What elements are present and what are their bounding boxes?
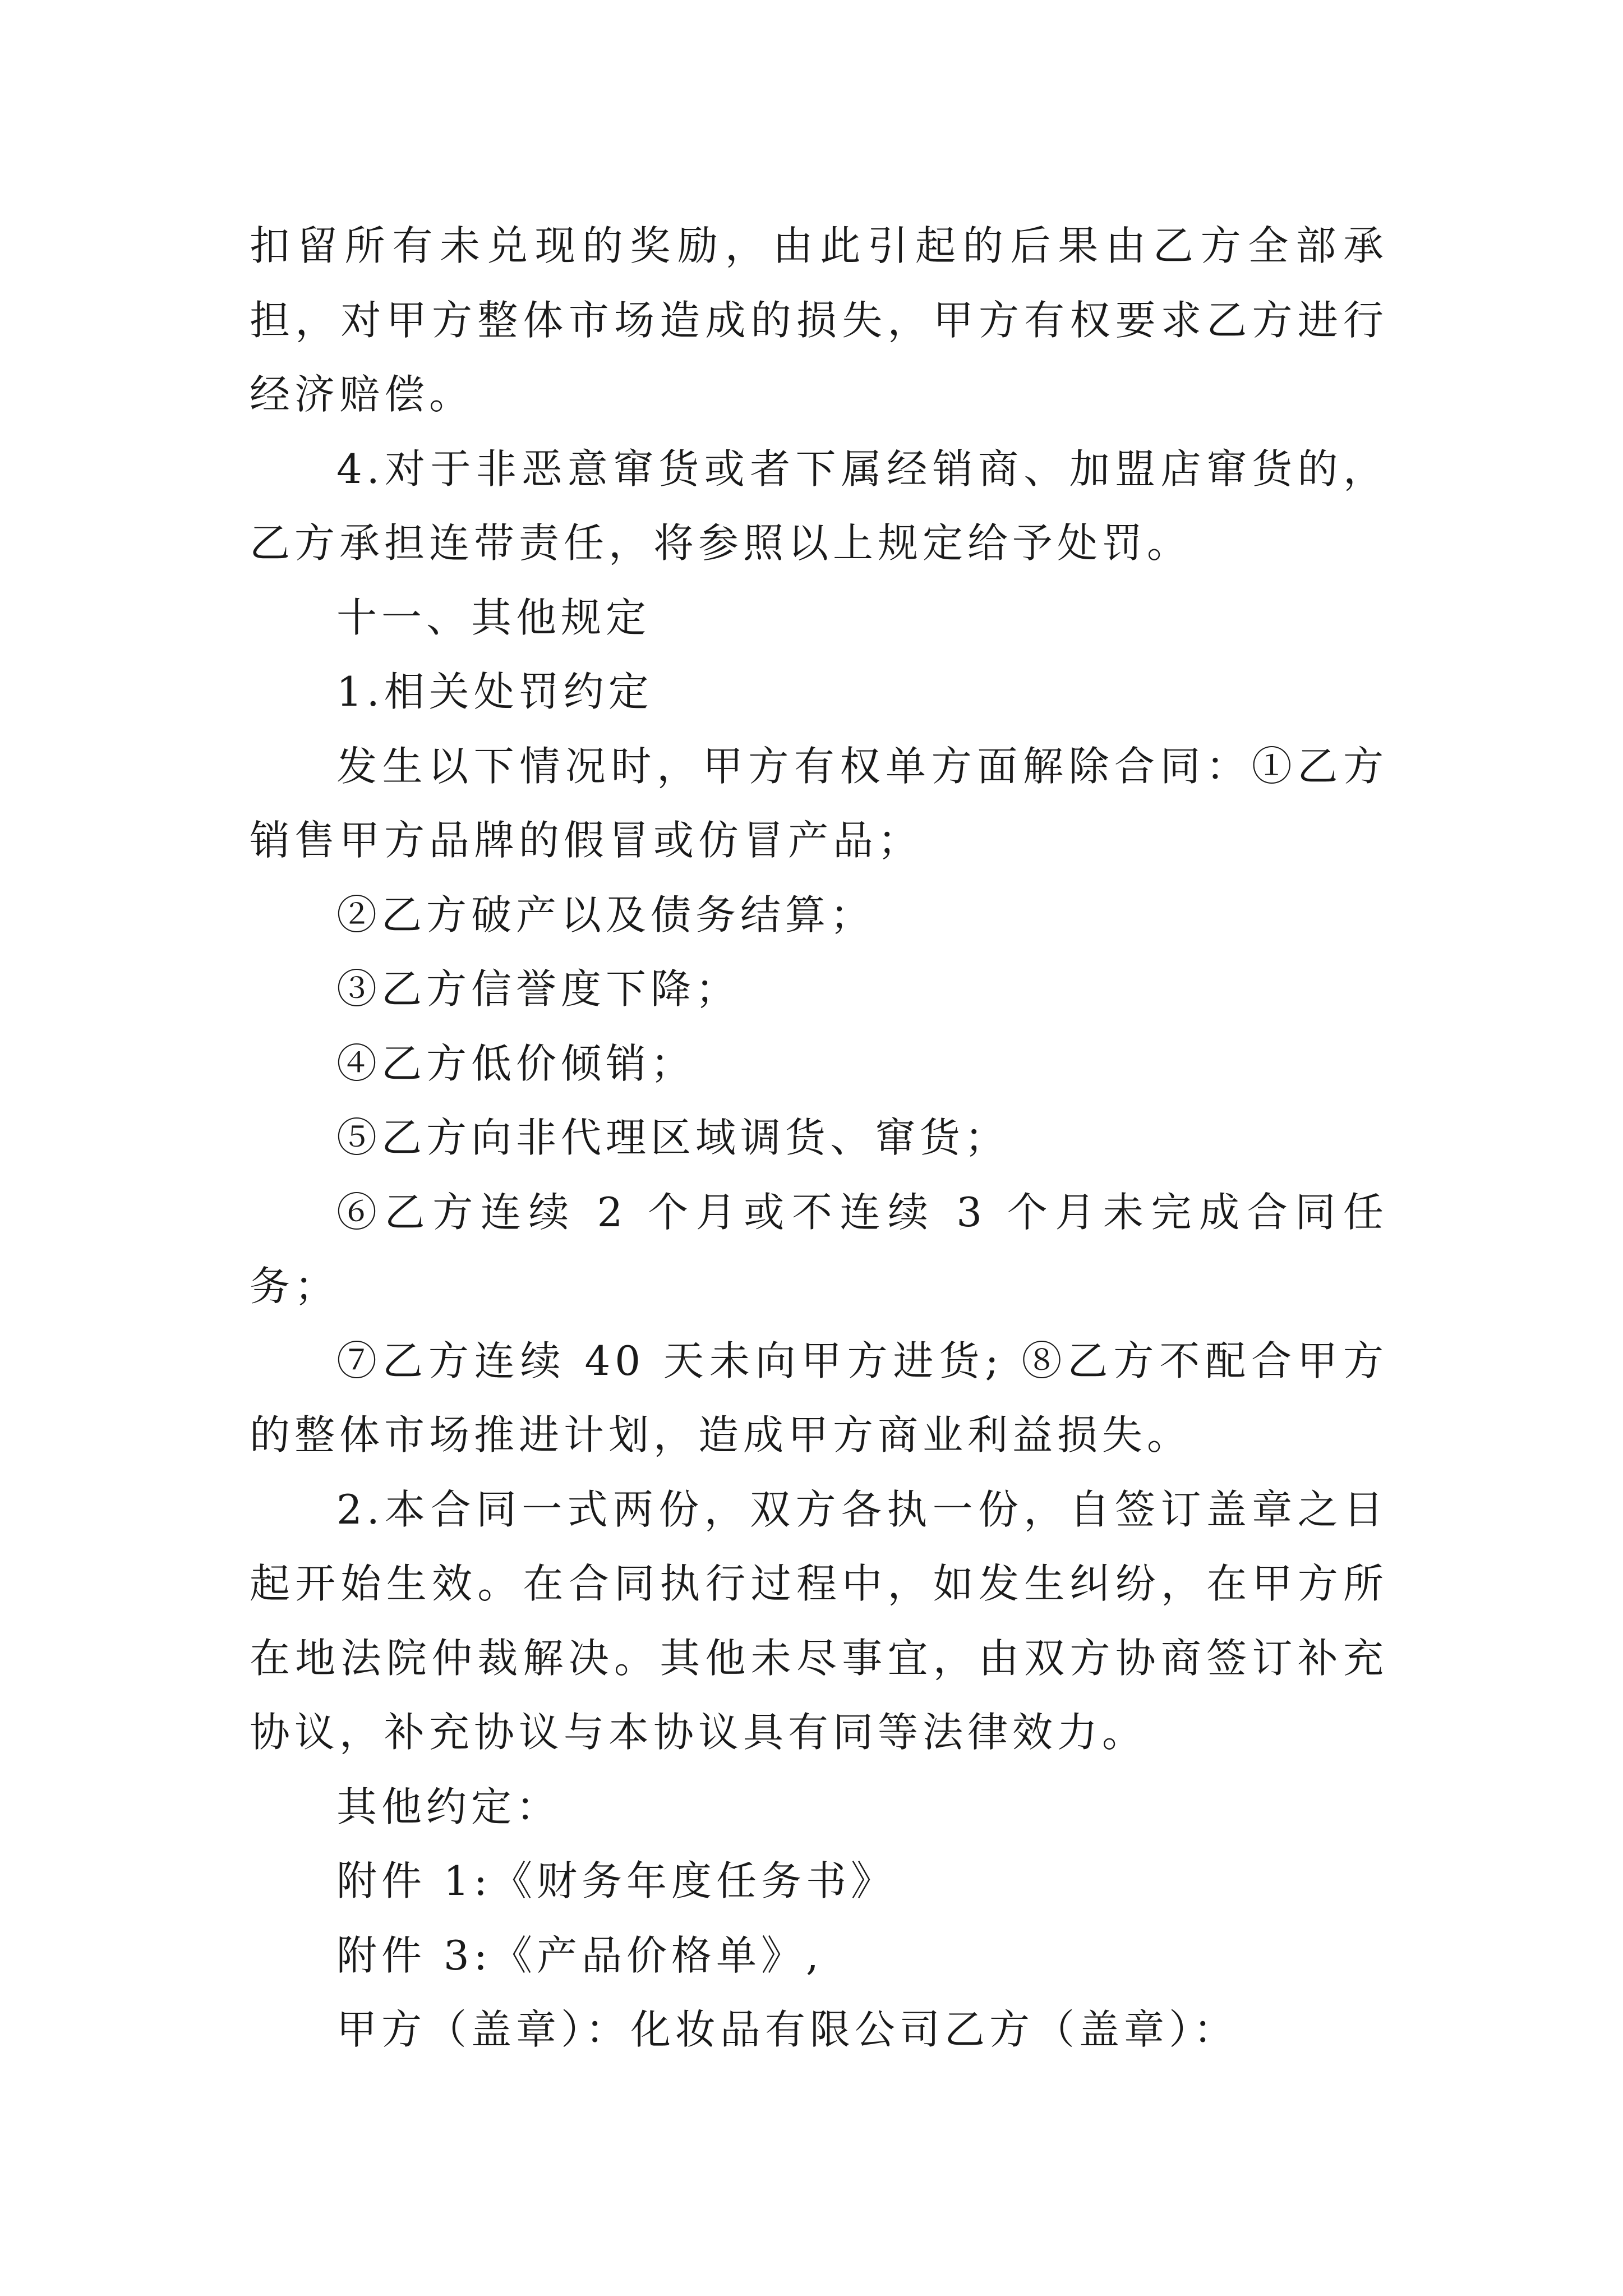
list-item-2: ②乙方破产以及债务结算；	[336, 891, 875, 938]
subsection-heading: 1.相关处罚约定	[336, 668, 653, 715]
attachment-3: 附件 3:《产品价格单》,	[336, 1931, 823, 1979]
document-body	[250, 209, 1388, 2067]
list-item-7-8: ⑦乙方连续 40 天未向甲方进货; ⑧乙方不配合甲方的整体市场推进计划，造成甲方商业利益损失。	[250, 1337, 1388, 1458]
other-terms-label: 其他约定：	[336, 1783, 561, 1830]
attachment-1: 附件 1:《财务年度任务书》	[336, 1857, 896, 1904]
list-item-6: ⑥乙方连续 2 个月或不连续 3 个月未完成合同任务；	[250, 1188, 1388, 1310]
list-item-3: ③乙方信誉度下降；	[336, 965, 741, 1013]
paragraph-1: 扣留所有未兑现的奖励，由此引起的后果由乙方全部承担，对甲方整体市场造成的损失，甲方有权要求乙方进行经济赔偿。	[250, 222, 1388, 418]
section-heading: 十一、其他规定	[336, 593, 651, 641]
paragraph-5: 发生以下情况时，甲方有权单方面解除合同：①乙方销售甲方品牌的假冒或仿冒产品；	[250, 742, 1388, 864]
paragraph-2: 4.对于非恶意窜货或者下属经销商、加盟店窜货的，乙方承担连带责任，将参照以上规定给予处罚。	[250, 445, 1388, 567]
list-item-5: ⑤乙方向非代理区域调货、窜货；	[336, 1114, 1010, 1161]
paragraph-contract-terms: 2.本合同一式两份，双方各执一份，自签订盖章之日起开始生效。在合同执行过程中，如发生纠纷，在甲方所在地法院仲裁解决。其他未尽事宜，由双方协商签订补充协议，补充协议与本协议具有同等法律效力。	[250, 1485, 1388, 1756]
signature-line: 甲方（盖章）：化妆品有限公司乙方（盖章）：	[336, 2006, 1239, 2053]
list-item-4: ④乙方低价倾销；	[336, 1039, 696, 1087]
